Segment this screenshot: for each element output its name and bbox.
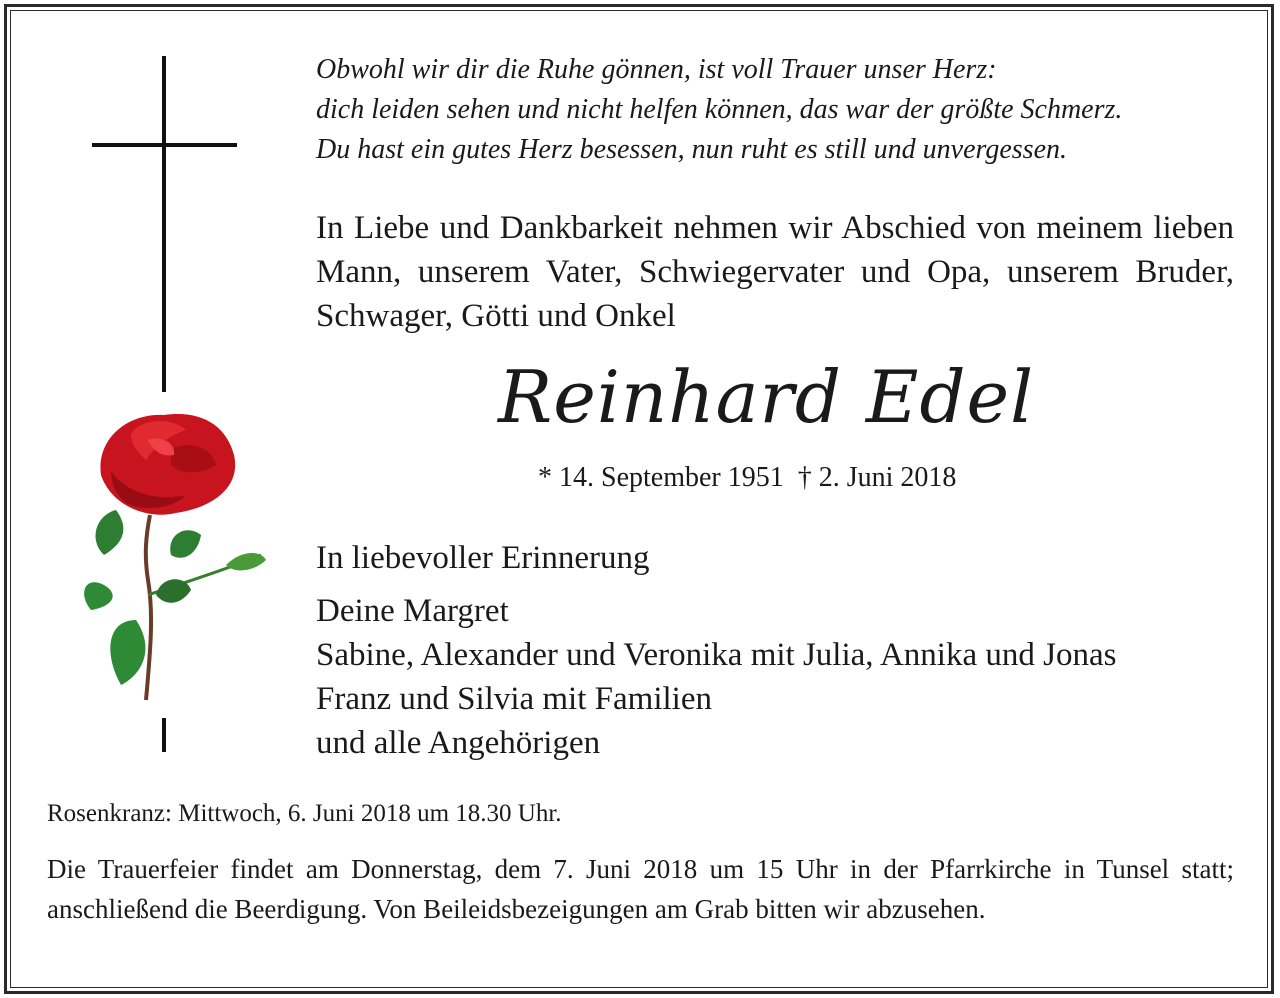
cross-foot — [162, 718, 166, 752]
memory-line: In liebevoller Erinnerung — [316, 540, 650, 576]
family-line: Deine Margret — [316, 593, 509, 629]
family-line: Franz und Silvia mit Familien — [316, 681, 712, 717]
birth-date: * 14. September 1951 — [538, 462, 784, 493]
farewell-intro: In Liebe und Dankbarkeit nehmen wir Abschied von meinem lieben Mann, unserem Vater, Schwiegervater und Opa, unserem Bruder, Schwager, Götti und Onkel — [316, 210, 1234, 334]
poem-line: Obwohl wir dir die Ruhe gönnen, ist voll Trauer unser Herz: — [316, 54, 997, 85]
family-list — [316, 589, 1116, 765]
poem-line: Du hast ein gutes Herz besessen, nun ruht es still und unvergessen. — [316, 134, 1067, 165]
deceased-name: Reinhard Edel — [498, 355, 1035, 439]
life-dates — [538, 462, 956, 494]
family-line: und alle Angehörigen — [316, 725, 601, 761]
poem — [316, 50, 1246, 170]
rosary-notice: Rosenkranz: Mittwoch, 6. Juni 2018 um 18.30 Uhr. — [47, 800, 562, 827]
rose-icon — [76, 395, 286, 720]
family-line: Sabine, Alexander und Veronika mit Julia, Annika und Jonas — [316, 637, 1117, 673]
death-date: † 2. Juni 2018 — [797, 462, 957, 493]
funeral-notice: Die Trauerfeier findet am Donnerstag, dem 7. Juni 2018 um 15 Uhr in der Pfarrkirche in Tunsel statt; anschließend die Beerdigung. Von Beileidsbezeigungen am Grab bitten wir abzusehen. — [47, 854, 1234, 924]
poem-line: dich leiden sehen und nicht helfen können, das war der größte Schmerz. — [316, 94, 1123, 125]
